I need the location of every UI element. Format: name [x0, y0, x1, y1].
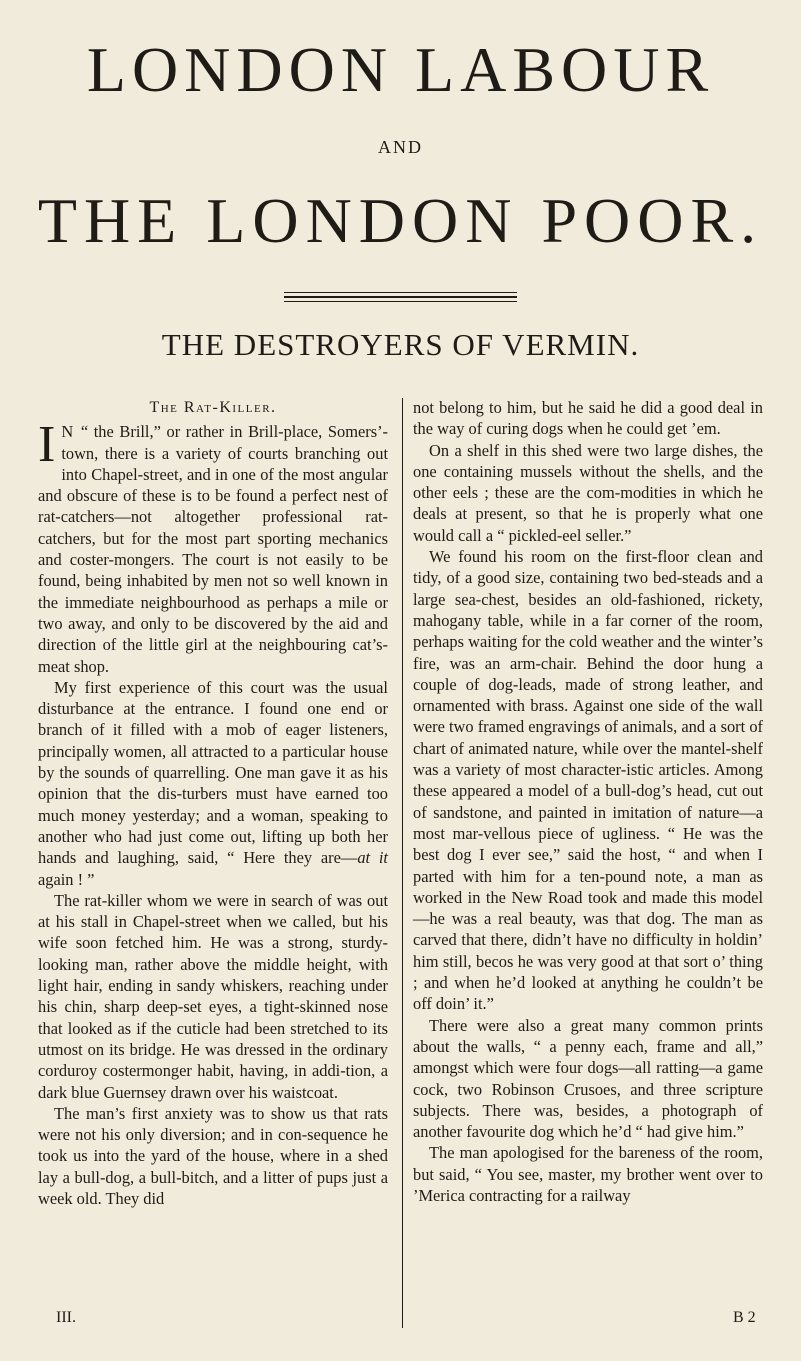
- right-column: [413, 397, 763, 1206]
- paragraph-2-end: again ! ”: [38, 869, 95, 889]
- title-rule-top: [284, 292, 517, 293]
- article-heading: The Rat-Killer.: [149, 399, 277, 416]
- column-divider: [402, 398, 403, 1328]
- paragraph-8: There were also a great many common prints about the walls, “ a penny each, frame and all,” amongst which were four dogs—all ratting—a game cock, two Robinson Crusoes, and three scripture subjects. There was, besides, a photograph of another favourite dog which he’d “ had give him.”: [413, 1015, 763, 1142]
- italic-text: at it: [357, 848, 388, 868]
- paragraph-2-text: My first experience of this court was the usual disturbance at the entrance. I found one end or branch of it filled with a mob of eager listeners, principally women, all attracted to a particular house by the sounds of quarrelling. One man gave it as his opinion that the dis-turbers must have earned too much money yesterday; and a woman, speaking to another who had just come out, lifting up both her hands and laughing, said, “ Here they are—: [38, 677, 388, 868]
- first-word: N: [61, 422, 76, 442]
- volume-number: III.: [56, 1309, 76, 1326]
- section-title: THE DESTROYERS OF VERMIN.: [161, 327, 640, 362]
- paragraph-2: [38, 677, 388, 890]
- paragraph-6: On a shelf in this shed were two large dishes, the one containing mussels without the shells, and the other eels ; these are the com-modities in which he deals at present, so that he is properly what one would call a “ pickled-eel seller.”: [413, 440, 763, 545]
- paragraph-1: [38, 416, 388, 677]
- paragraph-1-text: “ the Brill,” or rather in Brill-place, Somers’-town, there is a variety of courts branching out into Chapel-street, and in one of the most angular and obscure of these is to be found a perfect nest of rat-catchers—not altogether professional rat-catchers, but for the most part sporting mechanics and coster-mongers. The court is not easily to be found, being inhabited by men not so well known in the immediate neighbourhood as perhaps a mile or two away, and only to be discovered by the aid and direction of the little girl at the neighbouring cat’s-meat shop.: [38, 422, 388, 676]
- paragraph-4: The man’s first anxiety was to show us that rats were not his only diversion; and in con-sequence he took us into the yard of the house, where in a shed lay a bull-dog, a bull-bitch, and a litter of pups just a week old. They did: [38, 1103, 388, 1208]
- paragraph-7: We found his room on the first-floor clean and tidy, of a good size, containing two bed-steads and a large sea-chest, besides an old-fashioned, rickety, mahogany table, while in a far corner of the room, perhaps waiting for the cold weather and the winter’s fire, was an arm-chair. Behind the door hung a couple of dog-leads, made of strong leather, and ornamented with brass. Against one side of the wall were two framed engravings of animals, and a sort of chart of animated nature, while over the mantel-shelf was a variety of most character-istic articles. Among these appeared a model of a bull-dog’s head, cut out of sandstone, and painted in imitation of nature—a most mar-vellous piece of ugliness. “ He was the best dog I ever see,” said the host, “ and when I parted with him for a ten-pound note, a man as worked in the New Road took and made this model—he was a real beauty, was that dog. The man as carved that there, didn’t have no difficulty in holdin’ him still, becos he was very good at that sort o’ thing ; and when he’d looked at anything he couldn’t be off doin’ it.”: [413, 547, 763, 1014]
- sub-title: THE LONDON POOR.: [37, 185, 764, 256]
- drop-cap: I: [38, 416, 56, 474]
- paragraph-3: The rat-killer whom we were in search of was out at his stall in Chapel-street when we called, but his wife soon fetched him. He was a strong, sturdy-looking man, rather above the middle height, with light hair, ending in sandy whiskers, reaching under his chin, sharp deep-set eyes, a tight-skinned nose that looked as if the cuticle had been stretched to its utmost on its bridge. He was dressed in the ordinary corduroy costermonger habit, having, in addi-tion, a dark blue Guernsey drawn over his waistcoat.: [38, 890, 388, 1102]
- title-rule-middle: [284, 296, 517, 298]
- printer-signature: B 2: [733, 1309, 756, 1326]
- paragraph-5: not belong to him, but he said he did a good deal in the way of curing dogs when he could get ’em.: [413, 398, 763, 439]
- main-title: LONDON LABOUR: [86, 34, 715, 105]
- paragraph-9: The man apologised for the bareness of the room, but said, “ You see, master, my brother went over to ’Merica contracting for a railway: [413, 1143, 763, 1205]
- left-column: [38, 397, 388, 1209]
- title-conjunction: AND: [378, 137, 423, 157]
- title-rule-bottom: [284, 301, 517, 302]
